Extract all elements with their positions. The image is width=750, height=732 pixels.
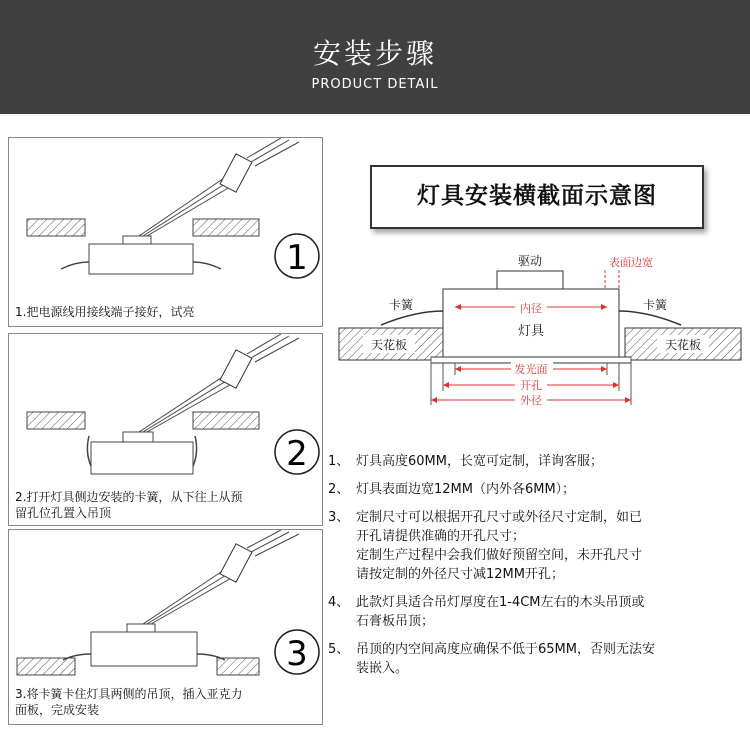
right-clip xyxy=(619,311,681,325)
emitting-surface-label: 发光面 xyxy=(514,363,548,376)
left-ceiling-label: 天花板 xyxy=(370,338,408,352)
step-2-caption: 2.打开灯具侧边安装的卡簧，从下往上从预 留孔位孔置入吊顶 xyxy=(15,490,243,520)
surface-edge-label: 表面边宽 xyxy=(609,256,653,269)
outer-diameter-label: 外径 xyxy=(520,394,542,407)
lamp-body xyxy=(443,289,619,357)
terminal-block xyxy=(220,350,252,388)
ceiling-left xyxy=(27,412,85,429)
right-ceiling-label: 天花板 xyxy=(664,338,702,352)
note-item: 3、 定制尺寸可以根据开孔尺寸或外径尺寸定制，如已 开孔请提供准确的开孔尺寸； 定制生产过程中会我们做好预留空间，未开孔尺寸 请按定制的外径尺寸减12MM开孔； xyxy=(328,510,643,582)
page-subtitle: PRODUCT DETAIL xyxy=(311,77,439,92)
lamp-body xyxy=(89,244,193,274)
install-notes xyxy=(328,452,738,687)
driver-box xyxy=(123,432,153,442)
step-2-panel xyxy=(8,333,323,526)
note-item: 1、 灯具高度60MM，长宽可定制，详询客服； xyxy=(328,454,603,469)
ceiling-left xyxy=(17,658,75,675)
note-item: 5、 吊顶的内空间高度应确保不低于65MM，否则无法安 装嵌入。 xyxy=(328,642,655,676)
page-title: 安装步骤 xyxy=(312,37,437,70)
opening-label: 开孔 xyxy=(520,379,542,392)
header-banner xyxy=(0,0,750,114)
ceiling-right xyxy=(193,219,259,236)
step-number: 3 xyxy=(286,634,308,674)
step-3-panel xyxy=(8,529,323,725)
lamp-body xyxy=(91,442,193,474)
lamp-body xyxy=(91,632,197,666)
terminal-block xyxy=(220,544,252,582)
note-item: 4、 此款灯具适合吊灯厚度在1-4CM左右的木头吊顶或 石膏板吊顶； xyxy=(328,595,645,629)
driver-box xyxy=(497,271,563,289)
right-clip-label: 卡簧 xyxy=(642,298,668,312)
step-1-panel xyxy=(8,137,323,327)
left-clip-label: 卡簧 xyxy=(388,298,414,312)
step-number: 2 xyxy=(286,434,308,474)
inner-diameter-label: 内径 xyxy=(520,302,542,315)
left-clip xyxy=(381,311,443,325)
ceiling-left xyxy=(27,219,85,236)
ceiling-right xyxy=(193,412,259,429)
ceiling-right xyxy=(217,658,259,675)
driver-box xyxy=(123,236,151,244)
lamp-label: 灯具 xyxy=(517,324,545,339)
step-1-caption: 1.把电源线用接线端子接好，试亮 xyxy=(15,305,195,319)
driver-box xyxy=(127,624,155,632)
terminal-block xyxy=(220,154,252,192)
diagram-title: 灯具安装横截面示意图 xyxy=(370,165,704,229)
driver-label: 驱动 xyxy=(517,254,543,268)
note-item: 2、 灯具表面边宽12MM（内外各6MM）； xyxy=(328,482,576,497)
step-3-caption: 3.将卡簧卡住灯具两侧的吊顶，插入亚克力 面板，完成安装 xyxy=(15,687,243,717)
cross-section-diagram xyxy=(335,245,745,415)
step-1-illustration xyxy=(9,138,322,326)
step-number: 1 xyxy=(286,238,308,278)
